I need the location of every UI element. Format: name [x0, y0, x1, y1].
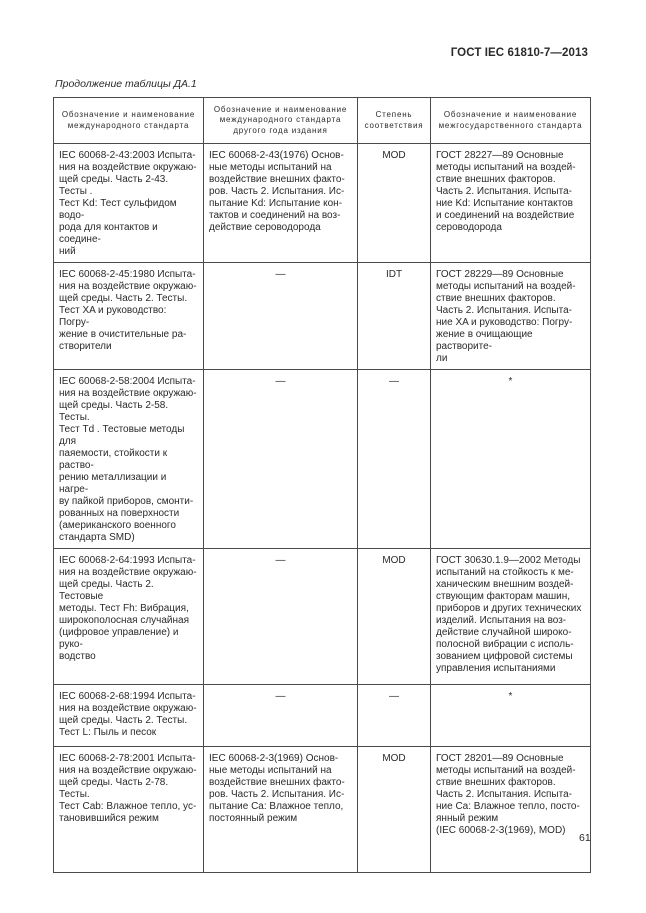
cell-degree: MOD — [358, 144, 431, 263]
cell-degree: MOD — [358, 747, 431, 873]
table-row — [54, 747, 591, 873]
table-row — [54, 549, 591, 685]
cell-international-standard: IEC 60068-2-78:2001 Испыта- ния на воздействие окружаю- щей среды. Часть 2-78. Тесты. Тест Cab: Влажное тепло, ус- тановившийся режим — [54, 747, 204, 873]
table-header-row — [54, 98, 591, 144]
cell-interstate-standard: * — [431, 685, 591, 747]
cell-degree: — — [358, 370, 431, 549]
cell-degree: MOD — [358, 549, 431, 685]
cell-degree: — — [358, 685, 431, 747]
standard-designation: ГОСТ IEC 61810-7—2013 — [450, 47, 588, 59]
cell-international-standard: IEC 60068-2-68:1994 Испыта- ния на воздействие окружаю- щей среды. Часть 2. Тесты. Тест L: Пыль и песок — [54, 685, 204, 747]
header-other-year-standard: Обозначение и наименование международного стандарта другого года издания — [204, 98, 358, 144]
cell-international-standard: IEC 60068-2-64:1993 Испыта- ния на воздействие окружаю- щей среды. Часть 2. Тестовые методы. Тест Fh: Вибрация, широкополосная случайная (цифровое управление) и руко- водство — [54, 549, 204, 685]
table-row — [54, 263, 591, 370]
cell-interstate-standard: * — [431, 370, 591, 549]
cell-interstate-standard: ГОСТ 28227—89 Основные методы испытаний на воздей- ствие внешних факторов. Часть 2. Испытания. Испыта- ние Kd: Испытание контактов и соединений на воздействие сероводорода — [431, 144, 591, 263]
cell-other-year-standard: IEC 60068-2-3(1969) Основ- ные методы испытаний на воздействие внешних факто- ров. Часть 2. Испытания. Ис- пытание Ca: Влажное тепло, постоянный режим — [204, 747, 358, 873]
cell-interstate-standard: ГОСТ 28229—89 Основные методы испытаний на воздей- ствие внешних факторов. Часть 2. Испытания. Испыта- ние XA и руководство: Погру- жение в очищающие растворите- ли — [431, 263, 591, 370]
cell-international-standard: IEC 60068-2-58:2004 Испыта- ния на воздействие окружаю- щей среды. Часть 2-58. Тесты. Тест Td . Тестовые методы для паяемости, стойкости к раство- рению металлизации и нагре- ву пайкой приборов, смонти- рованных на поверхности (американского военного стандарта SMD) — [54, 370, 204, 549]
cell-other-year-standard: IEC 60068-2-43(1976) Основ- ные методы испытаний на воздействие внешних факто- ров. Часть 2. Испытания. Ис- пытание Kd: Испытание кон- тактов и соединений на воз- действие сероводорода — [204, 144, 358, 263]
cell-other-year-standard: — — [204, 549, 358, 685]
cell-interstate-standard: ГОСТ 30630.1.9—2002 Методы испытаний на стойкость к ме- ханическим внешним воздей- ствующим факторам машин, приборов и других технических изделий. Испытания на воз- действие случайной широко- полосной вибрации с исполь- зованием цифровой системы управления испытаниями — [431, 549, 591, 685]
cell-international-standard: IEC 60068-2-45:1980 Испыта- ния на воздействие окружаю- щей среды. Часть 2. Тесты. Тест XA и руководство: Погру- жение в очистительные ра- створители — [54, 263, 204, 370]
cell-international-standard: IEC 60068-2-43:2003 Испыта- ния на воздействие окружаю- щей среды. Часть 2-43. Тесты . Тест Kd: Тест сульфидом водо- рода для контактов и соедине- ний — [54, 144, 204, 263]
cell-degree: IDT — [358, 263, 431, 370]
cell-other-year-standard: — — [204, 263, 358, 370]
table-row — [54, 144, 591, 263]
table-continuation-caption: Продолжение таблицы ДА.1 — [55, 78, 197, 90]
header-degree-of-correspondence: Степень соответствия — [358, 98, 431, 144]
page-number: 61 — [579, 832, 591, 844]
header-international-standard: Обозначение и наименование международного стандарта — [54, 98, 204, 144]
cell-other-year-standard: — — [204, 685, 358, 747]
table-row — [54, 370, 591, 549]
correspondence-table — [53, 97, 591, 873]
cell-interstate-standard: ГОСТ 28201—89 Основные методы испытаний на воздей- ствие внешних факторов. Часть 2. Испытания. Испыта- ние Ca: Влажное тепло, посто- янный режим (IEC 60068-2-3(1969), MOD) — [431, 747, 591, 873]
header-interstate-standard: Обозначение и наименование межгосударственного стандарта — [431, 98, 591, 144]
cell-other-year-standard: — — [204, 370, 358, 549]
table-row — [54, 685, 591, 747]
